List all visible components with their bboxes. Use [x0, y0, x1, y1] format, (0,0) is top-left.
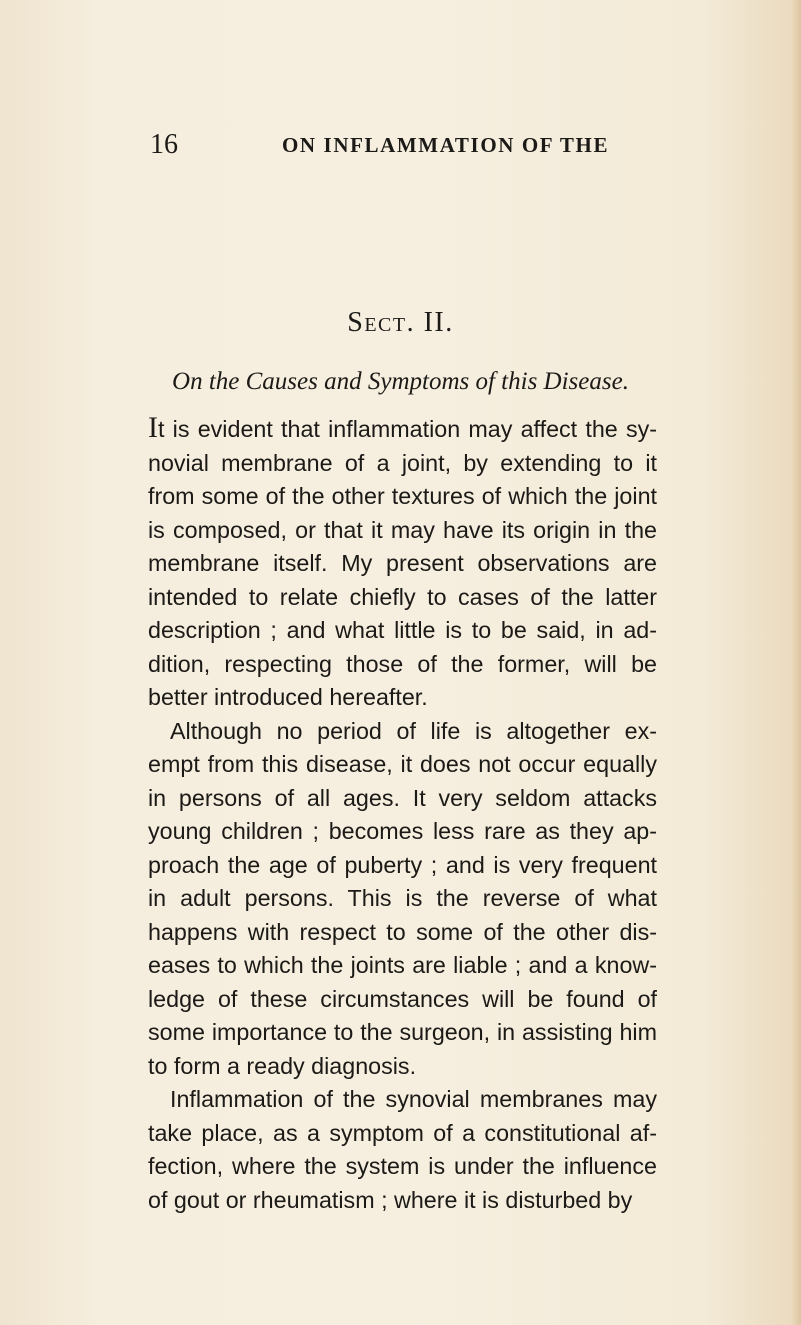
- page-edge-shading: [791, 0, 801, 1325]
- body-text: [148, 413, 657, 1217]
- page-number: 16: [150, 129, 178, 160]
- paragraph-text: t is evident that inflammation may affect the sy- novial membrane of a joint, by extending to it from some of the other textures of which the joint is composed, or that it may have its origin in the membrane itself. My present observations are intended to relate chiefly to cases of the latter description ; and what little is to be said, in ad- dition, respecting those of the former, will be better introduced hereafter.: [148, 416, 657, 710]
- paragraph: Although no period of life is altogether ex- empt from this disease, it does not occur equally in persons of all ages. It very seldom attacks young children ; becomes less rare as they ap- proach the age of puberty ; and is very frequent in adult persons. This is the reverse of what happens with respect to some of the other dis- eases to which the joints are liable ; and a know- ledge of these circumstances will be found of some importance to the surgeon, in assisting him to form a ready diagnosis.: [148, 717, 657, 1079]
- page-header: [0, 128, 801, 162]
- drop-cap: I: [148, 411, 158, 444]
- running-head: ON INFLAMMATION OF THE: [282, 133, 610, 157]
- section-title: On the Causes and Symptoms of this Disease.: [172, 368, 629, 395]
- paragraph: Inflammation of the synovial membranes may take place, as a symptom of a constitutional af- fection, where the system is under the influence of gout or rheumatism ; where it is disturbed by: [148, 1086, 657, 1213]
- section-heading: Sect. II.: [347, 307, 454, 338]
- paragraph: [148, 413, 657, 715]
